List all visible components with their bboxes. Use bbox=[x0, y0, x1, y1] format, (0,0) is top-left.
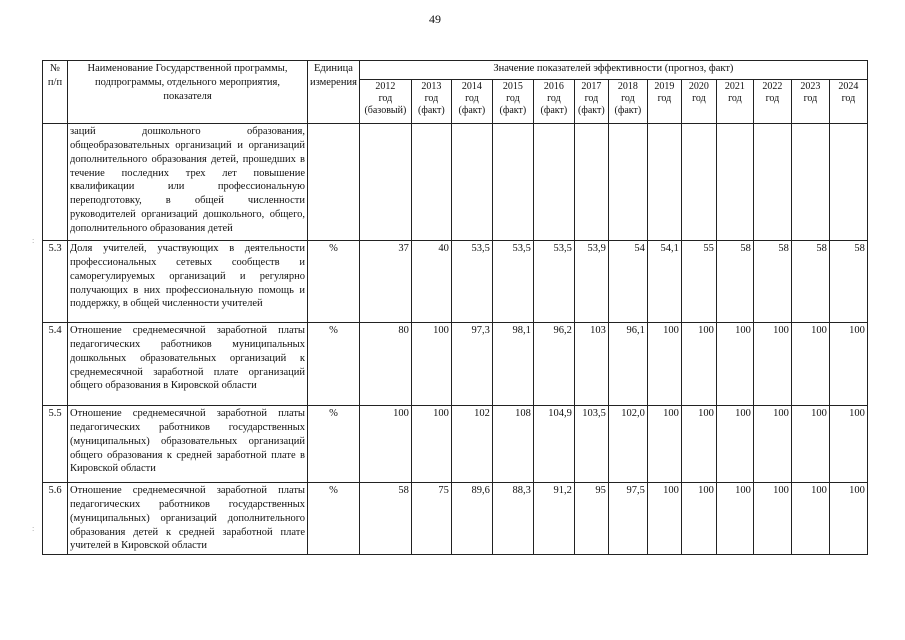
value-cell: 103,5 bbox=[574, 406, 608, 483]
year-word: год bbox=[424, 93, 439, 104]
row-number bbox=[43, 124, 68, 241]
value-cell bbox=[492, 124, 533, 241]
value-cell: 102 bbox=[451, 406, 492, 483]
value-cell: 40 bbox=[411, 241, 451, 323]
header-year-2019 bbox=[647, 80, 681, 124]
value-cell: 95 bbox=[574, 483, 608, 555]
value-cell: 100 bbox=[791, 406, 829, 483]
value-cell bbox=[574, 124, 608, 241]
value-cell: 55 bbox=[681, 241, 716, 323]
header-year-2024 bbox=[829, 80, 867, 124]
year-label: 2012 bbox=[375, 81, 396, 92]
value-cell: 80 bbox=[359, 323, 411, 406]
margin-mark: ː bbox=[32, 524, 35, 533]
table-body bbox=[43, 124, 868, 555]
year-word: год bbox=[657, 93, 672, 104]
indicator-name: Отношение среднемесячной заработной платы педагогических работников государственных (муниципальных) образовательных организаций общего образования к средней заработной плате в Кировской области bbox=[68, 406, 308, 483]
value-cell: 103 bbox=[574, 323, 608, 406]
indicator-name: Отношение среднемесячной заработной платы педагогических работников государственных (муниципальных) организаций дополнительного образования детей к средней заработной плате учителей в Кировской области bbox=[68, 483, 308, 555]
value-cell: 54 bbox=[608, 241, 647, 323]
year-label: 2017 bbox=[581, 81, 602, 92]
value-cell: 102,0 bbox=[608, 406, 647, 483]
unit-cell: % bbox=[308, 323, 360, 406]
value-cell: 53,5 bbox=[492, 241, 533, 323]
indicator-name: заций дошкольного образования, общеобразовательных организаций и организаций дополнительного образования детей, прошедших в течение последних трех лет повышение квалификации или профессиональную переподготовку, в общей численности руководителей организаций дошкольного, общего, дополнительного образования детей bbox=[68, 124, 308, 241]
value-cell bbox=[533, 124, 574, 241]
value-cell: 100 bbox=[829, 406, 867, 483]
value-cell: 100 bbox=[411, 323, 451, 406]
table-row bbox=[43, 483, 868, 555]
indicator-name: Доля учителей, участвующих в деятельности профессиональных сетевых сообществ и саморегулируемых организаций и регулярно получающих в них профессиональную помощь и поддержку, в общей численности учителей bbox=[68, 241, 308, 323]
header-num: № п/п bbox=[43, 61, 68, 124]
year-word: год bbox=[692, 93, 706, 104]
header-year-2023 bbox=[791, 80, 829, 124]
unit-cell: % bbox=[308, 406, 360, 483]
year-label: 2020 bbox=[688, 81, 709, 92]
value-cell: 100 bbox=[791, 483, 829, 555]
value-cell bbox=[829, 124, 867, 241]
value-cell: 96,1 bbox=[608, 323, 647, 406]
value-cell: 97,5 bbox=[608, 483, 647, 555]
value-cell: 104,9 bbox=[533, 406, 574, 483]
year-note: (факт) bbox=[614, 105, 642, 116]
year-label: 2013 bbox=[421, 81, 442, 92]
header-year-2017 bbox=[574, 80, 608, 124]
header-year-2012 bbox=[359, 80, 411, 124]
unit-cell bbox=[308, 124, 360, 241]
value-cell: 100 bbox=[716, 406, 753, 483]
value-cell: 100 bbox=[753, 406, 791, 483]
year-note: (факт) bbox=[458, 105, 486, 116]
value-cell bbox=[791, 124, 829, 241]
header-year-2015 bbox=[492, 80, 533, 124]
value-cell: 100 bbox=[681, 323, 716, 406]
value-cell: 108 bbox=[492, 406, 533, 483]
row-number: 5.4 bbox=[43, 323, 68, 406]
year-note: (базовый) bbox=[364, 105, 407, 116]
year-label: 2021 bbox=[724, 81, 745, 92]
year-word: год bbox=[506, 93, 520, 104]
value-cell: 53,9 bbox=[574, 241, 608, 323]
value-cell: 100 bbox=[647, 483, 681, 555]
header-row-top bbox=[43, 61, 868, 80]
year-label: 2015 bbox=[502, 81, 523, 92]
value-cell: 100 bbox=[753, 483, 791, 555]
value-cell: 58 bbox=[829, 241, 867, 323]
year-word: год bbox=[584, 93, 599, 104]
year-label: 2014 bbox=[461, 81, 482, 92]
value-cell: 75 bbox=[411, 483, 451, 555]
table-row bbox=[43, 241, 868, 323]
year-word: год bbox=[378, 93, 393, 104]
page-number: 49 bbox=[429, 12, 441, 26]
row-number: 5.6 bbox=[43, 483, 68, 555]
value-cell: 100 bbox=[753, 323, 791, 406]
year-word: год bbox=[841, 93, 856, 104]
value-cell: 58 bbox=[716, 241, 753, 323]
value-cell: 100 bbox=[681, 483, 716, 555]
indicator-name: Отношение среднемесячной заработной платы педагогических работников муниципальных дошкольных образовательных организаций к среднемесячной заработной плате организаций общего образования в Кировской области bbox=[68, 323, 308, 406]
value-cell: 58 bbox=[791, 241, 829, 323]
value-cell: 100 bbox=[647, 323, 681, 406]
year-label: 2019 bbox=[654, 81, 675, 92]
table-row bbox=[43, 406, 868, 483]
value-cell bbox=[716, 124, 753, 241]
value-cell bbox=[359, 124, 411, 241]
unit-cell: % bbox=[308, 241, 360, 323]
value-cell: 54,1 bbox=[647, 241, 681, 323]
year-label: 2016 bbox=[543, 81, 564, 92]
table-row bbox=[43, 124, 868, 241]
year-word: год bbox=[465, 93, 479, 104]
value-cell bbox=[647, 124, 681, 241]
value-cell bbox=[681, 124, 716, 241]
value-cell: 58 bbox=[359, 483, 411, 555]
value-cell: 96,2 bbox=[533, 323, 574, 406]
year-note: (факт) bbox=[578, 105, 605, 116]
value-cell bbox=[451, 124, 492, 241]
value-cell: 89,6 bbox=[451, 483, 492, 555]
value-cell: 100 bbox=[716, 483, 753, 555]
value-cell: 88,3 bbox=[492, 483, 533, 555]
row-number: 5.3 bbox=[43, 241, 68, 323]
year-note: (факт) bbox=[418, 105, 445, 116]
value-cell bbox=[411, 124, 451, 241]
value-cell: 100 bbox=[647, 406, 681, 483]
value-cell: 100 bbox=[716, 323, 753, 406]
header-year-2016 bbox=[533, 80, 574, 124]
value-cell: 91,2 bbox=[533, 483, 574, 555]
year-label: 2018 bbox=[617, 81, 638, 92]
value-cell: 100 bbox=[411, 406, 451, 483]
value-cell: 58 bbox=[753, 241, 791, 323]
year-word: год bbox=[728, 93, 742, 104]
value-cell bbox=[753, 124, 791, 241]
year-word: год bbox=[765, 93, 780, 104]
value-cell: 98,1 bbox=[492, 323, 533, 406]
year-note: (факт) bbox=[540, 105, 568, 116]
value-cell: 100 bbox=[829, 323, 867, 406]
year-word: год bbox=[547, 93, 561, 104]
header-year-2014 bbox=[451, 80, 492, 124]
value-cell bbox=[608, 124, 647, 241]
table-row bbox=[43, 323, 868, 406]
value-cell: 53,5 bbox=[533, 241, 574, 323]
value-cell: 100 bbox=[791, 323, 829, 406]
unit-cell: % bbox=[308, 483, 360, 555]
value-cell: 53,5 bbox=[451, 241, 492, 323]
header-year-2021 bbox=[716, 80, 753, 124]
header-year-2013 bbox=[411, 80, 451, 124]
indicators-table bbox=[42, 60, 868, 555]
value-cell: 100 bbox=[359, 406, 411, 483]
header-name: Наименование Государственной программы, подпрограммы, отдельного мероприятия, показателя bbox=[68, 61, 308, 124]
value-cell: 100 bbox=[681, 406, 716, 483]
value-cell: 97,3 bbox=[451, 323, 492, 406]
margin-mark: ː bbox=[32, 236, 35, 245]
year-word: год bbox=[621, 93, 635, 104]
value-cell: 100 bbox=[829, 483, 867, 555]
year-label: 2022 bbox=[762, 81, 783, 92]
header-year-2022 bbox=[753, 80, 791, 124]
year-word: год bbox=[803, 93, 818, 104]
table-header bbox=[43, 61, 868, 124]
year-label: 2023 bbox=[800, 81, 821, 92]
year-note: (факт) bbox=[499, 105, 527, 116]
row-number: 5.5 bbox=[43, 406, 68, 483]
header-values-title: Значение показателей эффективности (прогноз, факт) bbox=[359, 61, 867, 80]
header-year-2020 bbox=[681, 80, 716, 124]
header-year-2018 bbox=[608, 80, 647, 124]
header-unit: Единица измерения bbox=[308, 61, 360, 124]
value-cell: 37 bbox=[359, 241, 411, 323]
year-label: 2024 bbox=[838, 81, 859, 92]
